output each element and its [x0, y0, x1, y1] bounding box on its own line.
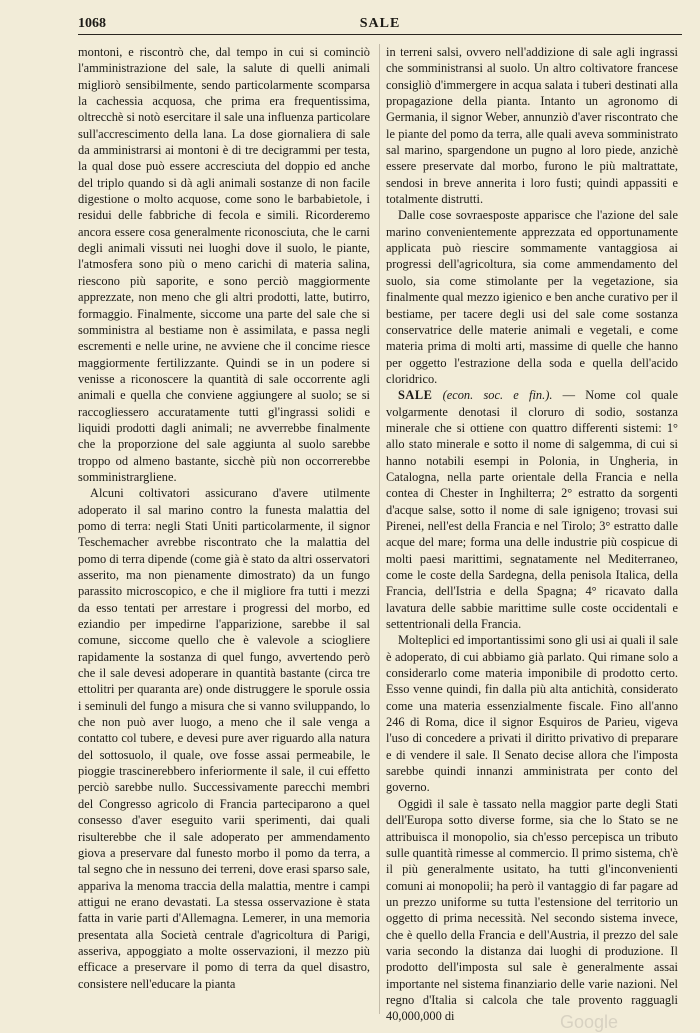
entry-tag: (econ. soc. e fin.).: [432, 388, 553, 403]
paragraph: Alcuni coltivatori assicurano d'avere utilmente adoperato il sal marino contro la funesta malattia del pomo di terra: negli Stati Uniti particolarmente, il signor Teschemacher avrebbe riscontrato che la malattia del pomo di terra dipende (come già è stato da altri osservatori asserito, ma non pienamente dimostrato) da un fungo parassito microscopico, e che il migliore fra tutti i mezzi da esso tentati per arrestare i progressi del morbo, ed eziandio per impedirne l'apparizione, sarebbe il sal comune, siccome quello che è valevole a sciogliere rapidamente la sostanza di quel fungo, avvertendo però che il sale devesi adoperare in quantità bastante (circa tre ettolitri per quaranta are) onde distruggere le sporule ossia i seminuli del fungo a misura che si vanno sviluppando, lo che non può aver luogo, a meno che il sale venga a contatto col tubere, e devesi pure aver riguardo alla natura del sottosuolo, il quale, ove fosse assai permeabile, le pioggie trascinerebbero inferiormente il sale, il cui effetto perciò sarebbe nullo. Successivamente parecchi membri del Congresso agricolo di Francia parteciparono a quel consesso d'aver eseguito varii sperimenti, dai quali risulterebbe che il sale adoperato per ammendamento giova a preservare dal funesto morbo il pomo da terra, a tal segno che in nessuno dei terreni, dove erasi sparso sale, appariva la menoma traccia della malattia, mentre i campi attigui ne erano devastati. La stessa osservazione è stata fatta in varie parti d'Allemagna. Lemerer, in una memoria presentata alla Società centrale d'agricoltura di Parigi, asseriva, appoggiato a molte osservazioni, il mezzo più efficace a preservare il pomo di terra da quel disastro, consistere nell'educare la pianta: [78, 486, 370, 991]
entry-paragraph: [386, 387, 678, 632]
paragraph: Dalle cose sovraesposte apparisce che l'azione del sale marino convenientemente apprezzata ed opportunamente applicata può riescire sommamente vantaggiosa ai progressi dell'agricoltura, sia come ammendamento del suolo, sia come stimolante per la vegetazione, sia finalmente qual mezzo igienico e ben anche curativo per il bestiame, per tacere degli usi del sale come sostanza conservatrice delle materie animali e vegetali, e come materia prima di molti arti, massime di quelle che hanno per oggetto l'estrazione della soda e quella dell'acido cloridrico.: [386, 208, 678, 386]
right-column: [386, 44, 678, 1025]
watermark: Google: [560, 1012, 619, 1032]
paragraph: in terreni salsi, ovvero nell'addizione di sale agli ingrassi che somministransi al suolo. Un altro coltivatore francese consigliò d'immergere in acqua salata i tuberi destinati alla propagazione della pianta. Intanto un agronomo di Germania, il signor Weber, annunziò d'aver riscontrato che le piante del pomo da terra, alle quali aveva somministrato sal marino, spargendone un pugno al loro piede, anzichè essere preservate dal morbo, furono le più maltrattate, sendosi in breve annerita i loro fusti; quindi appassiti e totalmente distrutti.: [386, 45, 678, 207]
paragraph: Molteplici ed importantissimi sono gli usi ai quali il sale è adoperato, di cui abbiamo già parlato. Qui rimane solo a considerarlo come materia imponibile di prodotto certo. Esso venne quindi, fin dalla più alta antichità, considerato come una materia essenzialmente fiscale. Fino all'anno 246 di Roma, dice il signor Esquiros de Parieu, vigeva l'uso di concedere a privati il diritto privativo di preparare e di vendere il sale. Il Senato decise allora che l'imposta sarebbe quindi innanzi amministrata per conto del governo.: [386, 633, 678, 795]
page-header: [78, 12, 682, 32]
running-title: SALE: [359, 16, 401, 31]
entry-text: — Nome col quale volgarmente denotasi il cloruro di sodio, sostanza minerale che si ottiene con quattro differenti sistemi: 1° allo stato minerale e sotto il nome di salgemma, di cui si hanno notabili esempi in Polonia, in Ungheria, in Catalogna, nella parte orientale della Francia e nella contea di Chester in Inghilterra; 2° estratto da sorgenti d'acque salse, sotto il nome di sale ignigeno; trovasi sui Pirenei, nell'est della Francia e nel Tirolo; 3° estratto dalle acque del mare; forma una delle industrie più cospicue di molti paesi marittimi, segnatamente nel Mediterraneo, come le coste della Sardegna, della penisola Italica, della Francia, dell'Istria e della Spagna; 4° ricavato dalla lavatura delle sabbie marittime sulle coste occidentali e settentrionali della Francia.: [386, 388, 678, 632]
header-rule: [78, 34, 682, 35]
paragraph: Oggidì il sale è tassato nella maggior parte degli Stati dell'Europa sotto diverse forme, sia che lo Stato se ne attribuisca il monopolio, sia ch'esso percepisca un tributo sulle quantità rimesse al commercio. Il primo sistema, ch'è il più generalmente usitato, ha tutti gl'inconvenienti comuni ai monopolii; ha però il vantaggio di far pagare ad un prezzo uniforme su tutta l'estensione del territorio un oggetto di prima necessità. Nel secondo sistema invece, che è quello della Francia e dell'Austria, il prezzo del sale varia secondo la distanza dai luoghi di produzione. Il prodotto dell'imposta sul sale è generalmente assai importante nel sistema finanziario delle varie nazioni. Nel regno d'Italia si calcola che tale provento ragguagli 40,000,000 di: [386, 796, 678, 1024]
paragraph: montoni, e riscontrò che, dal tempo in cui si cominciò l'amministrazione del sale, la salute di quelli animali migliorò sensibilmente, sendo particolarmente scomparsa la cachessia acquosa, che prima era frequentissima, oltrecchè si notò esercitare il sale una influenza particolare sull'accrescimento della lana. La dose giornaliera di sale da amministrarsi ai montoni è di tre decigrammi per testa, la qual dose può essere accresciuta del doppio ed anche del triplo quando si dà agli animali sostanze di non facile digestione o molto acquose, come sono le barbabietole, i residui delle fabbriche di fecola e simili. Ricorderemo ancora essere cosa generalmente riconosciuta, che le carni degli animali vissuti nei luoghi dove il suolo, le piante, l'atmosfera sono più o meno carichi di materia salina, riescono più saporite, e sono perciò maggiormente apprezzate, non meno che gli altri prodotti, latte, butirro, formaggio. Finalmente, siccome una parte del sale che si somministra al bestiame non è assimilata, e passa negli escrementi e nelle urine, ne avviene che il concime riesce maggiormente fertilizzante. Quindi se in un podere si venisse a riconoscere la quantità di sale occorrente agli animali e quella che conviene aggiungere al suolo; se si raccogliessero accuratamente tutti gl'ingrassi solidi e liquidi prodotti dagli animali; ne avverrebbe finalmente che la proporzione del sale aggiunta al suolo sarebbe troppo od almeno bastante, sicchè più non occorrerebbe somministrargliene.: [78, 45, 370, 484]
column-divider: [379, 44, 380, 1014]
left-column: [78, 44, 370, 992]
page-number: 1068: [78, 16, 106, 31]
entry-headword: SALE: [398, 388, 433, 403]
